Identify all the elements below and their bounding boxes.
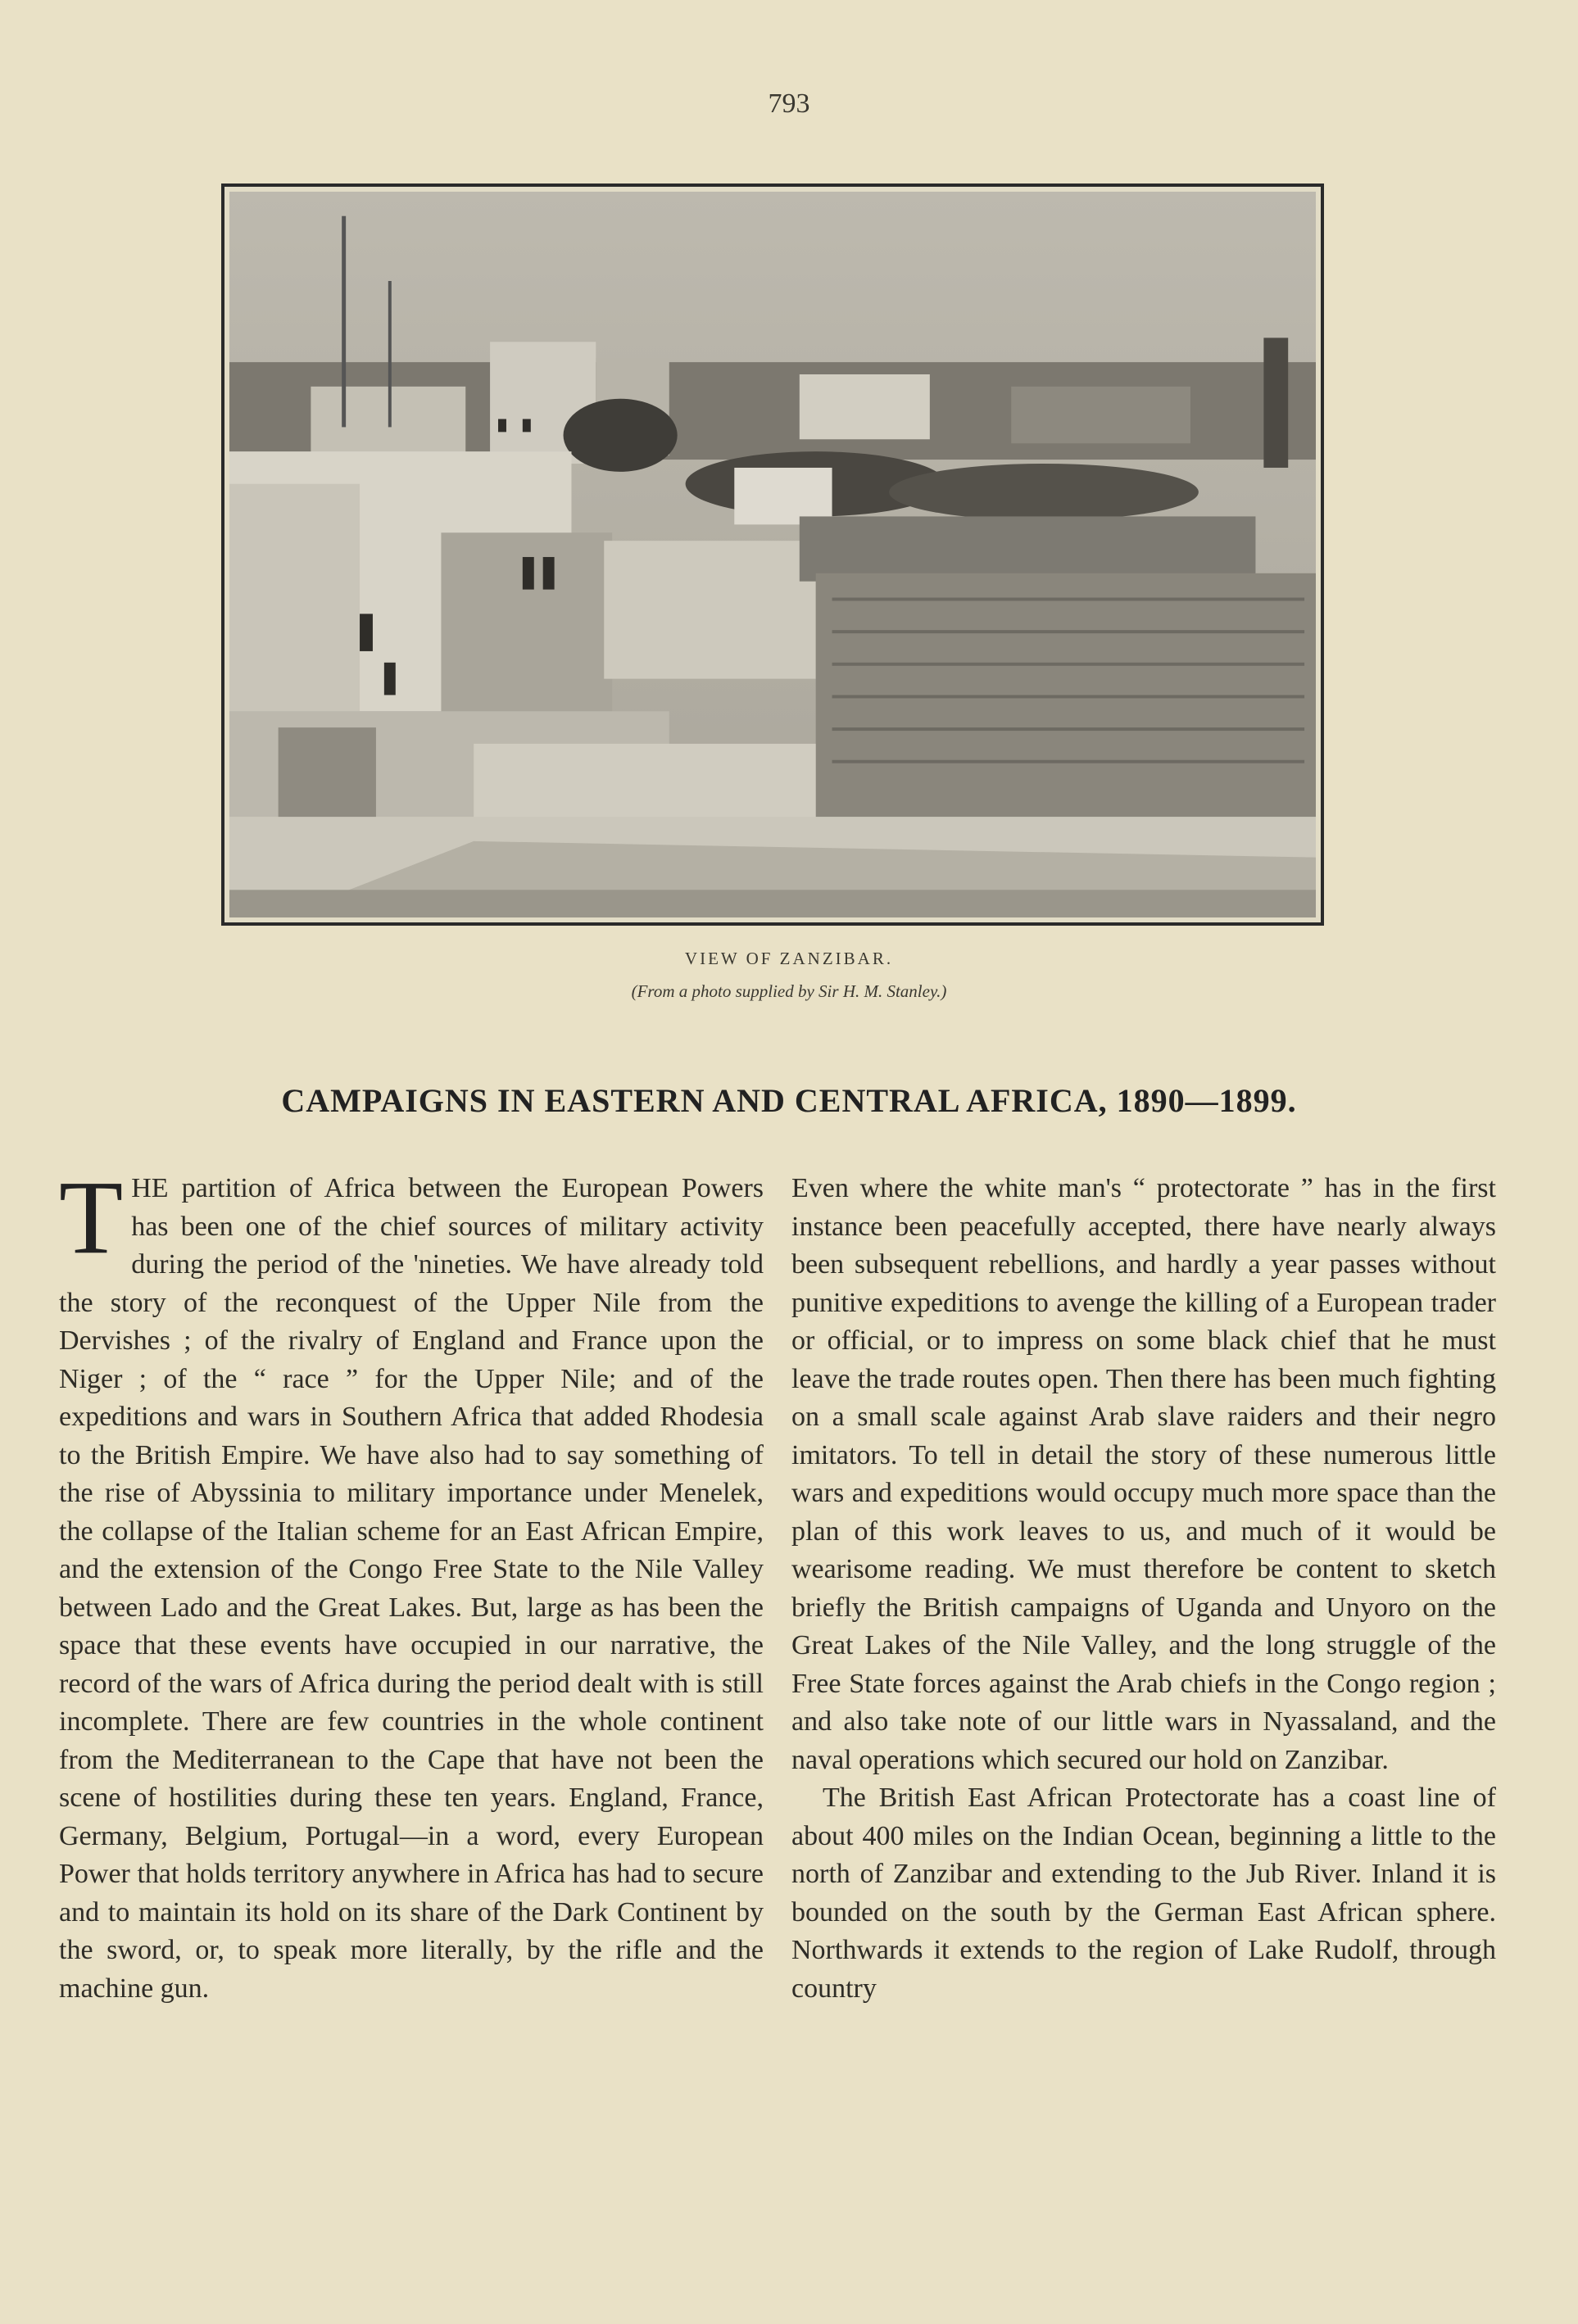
right-column <box>791 1170 1496 2008</box>
paragraph-1: HE partition of Africa between the European Powers has been one of the chief sources of military activity during the period of the 'nineties. We have already told the story of the reconquest of the Upper Nile from the Dervishes ; of the rivalry of England and France upon the Niger ; of the “ race ” for the Upper Nile; and of the expeditions and wars in Southern Africa that added Rhodesia to the British Empire. We have also had to say something of the rise of Abyssinia to military importance under Menelek, the collapse of the Italian scheme for an East African Empire, and the extension of the Congo Free State to the Nile Valley between Lado and the Great Lakes. But, large as has been the space that these events have occupied in our narrative, the record of the wars of Africa during the period dealt with is still incomplete. There are few countries in the whole continent from the Mediterranean to the Cape that have not been the scene of hostilities during these ten years. England, France, Germany, Belgium, Portugal—in a word, every European Power that holds territory anywhere in Africa has had to secure and to maintain its hold on its share of the Dark Continent by the sword, or, to speak more literally, by the rifle and the machine gun. <box>59 1173 764 2004</box>
zanzibar-photograph <box>221 183 1324 926</box>
paragraph-3: The British East African Protectorate has a coast line of about 400 miles on the Indian Ocean, beginning a little to the north of Zanzibar and extending to the Jub River. Inland it is bounded on the south by the German East African sphere. Northwards it extends to the region of Lake Rudolf, through country <box>791 1783 1496 2004</box>
paragraph-2: Even where the white man's “ protectorate ” has in the first instance been peacefully accepted, there have nearly always been subsequent rebellions, and hardly a year passes without punitive expeditions to avenge the killing of a European trader or official, or to impress on some black chief that he must leave the trade routes open. Then there has been much fighting on a small scale against Arab slave raiders and their negro imitators. To tell in detail the story of these numerous little wars and expeditions would occupy much more space than the plan of this work leaves to us, and much of it would be wearisome reading. We must therefore be content to sketch briefly the British campaigns of Uganda and Unyoro on the Great Lakes of the Nile Valley, and the long struggle of the Free State forces against the Arab chiefs in the Congo region ; and also take note of our little wars in Nyassaland, and the naval operations which secured our hold on Zanzibar. <box>791 1173 1496 1775</box>
article-title: CAMPAIGNS IN EASTERN AND CENTRAL AFRICA, 1890—1899. <box>281 1082 1297 1119</box>
figure-caption: VIEW OF ZANZIBAR. <box>684 949 894 968</box>
drop-cap: T <box>59 1159 124 1275</box>
page-number: 793 <box>768 88 810 119</box>
photo-illustration <box>229 192 1316 917</box>
figure-credit: (From a photo supplied by Sir H. M. Stanley.) <box>631 981 947 1001</box>
left-column <box>59 1159 764 2008</box>
